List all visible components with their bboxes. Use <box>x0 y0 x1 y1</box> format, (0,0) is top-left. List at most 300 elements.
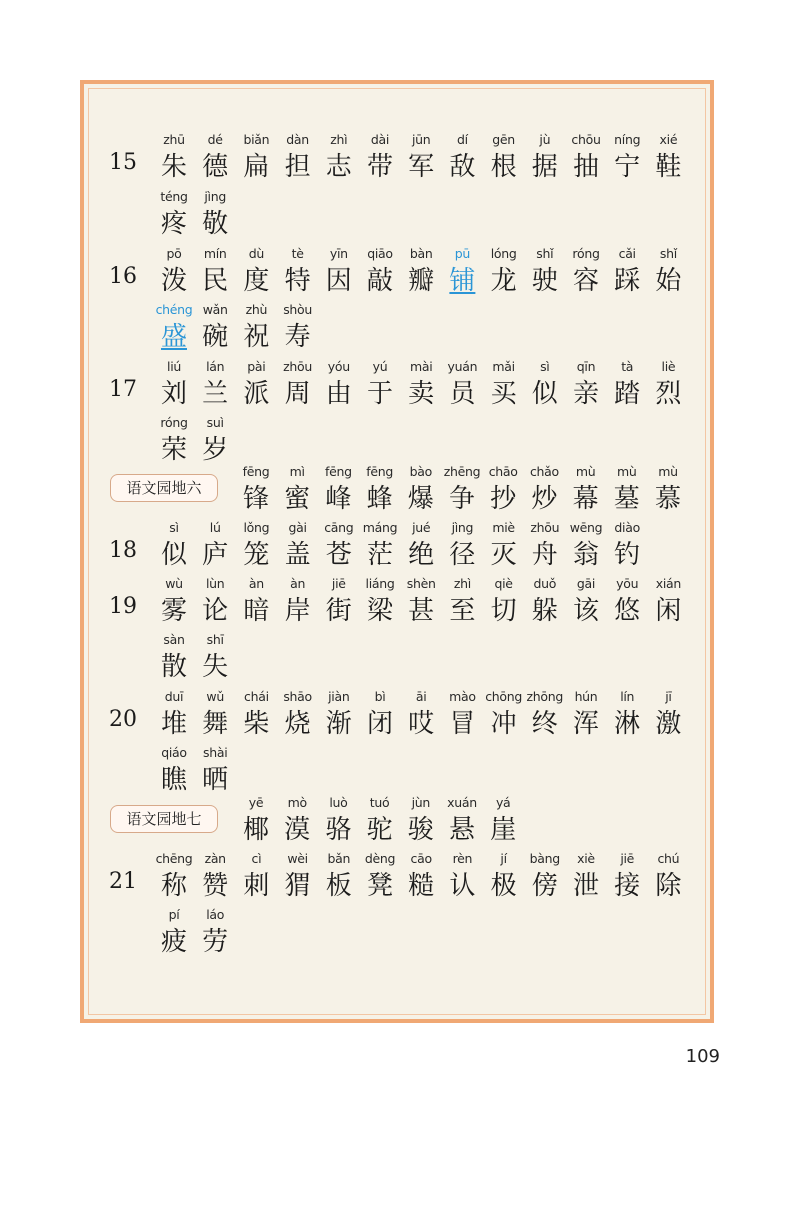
pinyin: chōu <box>571 132 601 147</box>
character-cell <box>525 849 565 905</box>
character-cell <box>318 793 358 849</box>
character-cell <box>442 357 482 413</box>
hanzi: 踏 <box>614 379 641 409</box>
character-cell <box>525 357 565 413</box>
hanzi: 崖 <box>490 815 517 845</box>
pinyin: liè <box>661 359 676 374</box>
character-cell <box>319 357 359 413</box>
character-cell <box>278 300 318 356</box>
pinyin: zhēng <box>443 464 481 479</box>
hanzi: 灭 <box>490 540 517 570</box>
pinyin: wǔ <box>206 689 224 704</box>
pinyin: mù <box>575 464 596 479</box>
character-cell <box>648 687 688 743</box>
hanzi: 至 <box>449 596 476 626</box>
hanzi: 冒 <box>449 709 476 739</box>
hanzi: 刘 <box>160 379 187 409</box>
character-cell <box>236 687 276 743</box>
character-cell <box>401 574 441 630</box>
hanzi: 敬 <box>202 209 229 239</box>
hanzi: 舞 <box>202 709 229 739</box>
hanzi: 瓣 <box>408 266 435 296</box>
character-cell <box>566 687 606 743</box>
character-cell <box>195 630 235 686</box>
character-cell <box>154 357 194 413</box>
hanzi: 猬 <box>284 871 311 901</box>
hanzi: 派 <box>243 379 270 409</box>
hanzi: 骆 <box>325 815 352 845</box>
hanzi: 周 <box>284 379 311 409</box>
pinyin: xiè <box>577 851 595 866</box>
lesson-number: 16 <box>109 264 137 289</box>
pinyin: máng <box>362 520 398 535</box>
pinyin: shī <box>206 632 224 647</box>
pinyin: duī <box>164 689 184 704</box>
pinyin: qiāo <box>367 246 393 261</box>
hanzi: 该 <box>572 596 599 626</box>
character-cell <box>525 244 565 300</box>
pinyin: rèn <box>452 851 473 866</box>
vocab-line <box>0 462 793 518</box>
pinyin: sì <box>169 520 179 535</box>
hanzi: 极 <box>490 871 517 901</box>
hanzi: 暗 <box>243 596 270 626</box>
hanzi: 甚 <box>408 596 435 626</box>
pinyin: bǎn <box>327 851 351 866</box>
pinyin: jù <box>539 132 551 147</box>
hanzi: 慕 <box>654 484 681 514</box>
pinyin: mò <box>287 795 307 810</box>
hanzi: 员 <box>449 379 476 409</box>
character-cell <box>401 462 441 518</box>
pinyin: biǎn <box>243 132 270 147</box>
hanzi: 苍 <box>325 540 352 570</box>
vocab-line <box>0 413 793 469</box>
character-cell <box>236 462 276 518</box>
pinyin: lán <box>206 359 225 374</box>
pinyin: zhōu <box>283 359 313 374</box>
character-cell <box>195 905 235 961</box>
character-cell <box>401 687 441 743</box>
character-cell <box>195 518 235 574</box>
pinyin: shǐ <box>659 246 677 261</box>
character-cell <box>319 687 359 743</box>
lesson-number: 19 <box>109 594 137 619</box>
hanzi: 锋 <box>242 484 269 514</box>
hanzi: 雾 <box>160 596 187 626</box>
pinyin: cāo <box>410 851 432 866</box>
character-cell <box>648 574 688 630</box>
vocab-line <box>0 244 793 300</box>
pinyin: wèi <box>287 851 308 866</box>
hanzi: 闲 <box>655 596 682 626</box>
character-cell <box>607 849 647 905</box>
hanzi: 买 <box>490 379 517 409</box>
character-cell <box>401 518 441 574</box>
vocab-line <box>0 518 793 574</box>
pinyin: bào <box>409 464 432 479</box>
pinyin: jùn <box>411 795 430 810</box>
pinyin: pū <box>454 246 471 261</box>
pinyin: mǎi <box>492 359 515 374</box>
pinyin: luò <box>329 795 348 810</box>
pinyin: wù <box>165 576 183 591</box>
pinyin: hún <box>574 689 598 704</box>
character-cell <box>607 462 647 518</box>
pinyin: lú <box>209 520 221 535</box>
character-cell <box>484 244 524 300</box>
character-cell <box>442 849 482 905</box>
hanzi: 傍 <box>531 871 558 901</box>
character-cell <box>195 413 235 469</box>
character-cell <box>607 518 647 574</box>
character-cell <box>318 462 358 518</box>
character-cell <box>566 849 606 905</box>
character-cell <box>195 300 235 356</box>
pinyin: yú <box>372 359 388 374</box>
pinyin: shài <box>203 745 228 760</box>
pinyin: cì <box>251 851 262 866</box>
hanzi: 炒 <box>531 484 558 514</box>
hanzi: 争 <box>448 484 475 514</box>
hanzi: 亲 <box>572 379 599 409</box>
pinyin: suì <box>206 415 224 430</box>
character-cell <box>607 130 647 186</box>
hanzi: 舟 <box>531 540 558 570</box>
pinyin: láo <box>206 907 225 922</box>
hanzi: 泄 <box>572 871 599 901</box>
pinyin: dù <box>248 246 265 261</box>
pinyin: jiàn <box>328 689 350 704</box>
hanzi: 径 <box>449 540 476 570</box>
hanzi: 冲 <box>490 709 517 739</box>
hanzi: 梁 <box>366 596 393 626</box>
pinyin: chēng <box>155 851 193 866</box>
hanzi: 抽 <box>572 152 599 182</box>
character-cell <box>525 574 565 630</box>
hanzi: 悬 <box>448 815 475 845</box>
character-cell <box>484 357 524 413</box>
character-cell <box>648 244 688 300</box>
character-cell <box>236 300 276 356</box>
character-cell <box>566 244 606 300</box>
lesson-number: 17 <box>109 377 137 402</box>
character-cell <box>195 130 235 186</box>
character-cell <box>195 187 235 243</box>
hanzi: 切 <box>490 596 517 626</box>
hanzi: 称 <box>160 871 187 901</box>
hanzi: 鞋 <box>655 152 682 182</box>
hanzi: 志 <box>325 152 352 182</box>
hanzi: 蜂 <box>366 484 393 514</box>
character-cell <box>154 574 194 630</box>
hanzi: 寿 <box>284 322 311 352</box>
pinyin: yóu <box>327 359 350 374</box>
character-cell <box>442 574 482 630</box>
character-cell <box>442 687 482 743</box>
pinyin: àn <box>248 576 264 591</box>
pinyin: yuán <box>447 359 478 374</box>
character-cell <box>236 849 276 905</box>
character-cell <box>154 849 194 905</box>
pinyin: zhōu <box>530 520 560 535</box>
character-cell <box>319 130 359 186</box>
pinyin: dé <box>207 132 223 147</box>
hanzi: 带 <box>366 152 393 182</box>
pinyin: tè <box>291 246 304 261</box>
pinyin: yīn <box>329 246 348 261</box>
pinyin: bàng <box>529 851 560 866</box>
hanzi: 德 <box>202 152 229 182</box>
hanzi: 椰 <box>242 815 269 845</box>
hanzi: 翁 <box>572 540 599 570</box>
pinyin: yē <box>248 795 264 810</box>
hanzi: 盛 <box>160 322 187 352</box>
pinyin: gài <box>288 520 307 535</box>
hanzi: 驶 <box>531 266 558 296</box>
character-cell <box>278 130 318 186</box>
hanzi: 始 <box>655 266 682 296</box>
pinyin: qīn <box>576 359 596 374</box>
hanzi: 漠 <box>284 815 311 845</box>
hanzi: 泼 <box>160 266 187 296</box>
pinyin: zàn <box>204 851 226 866</box>
pinyin: bàn <box>409 246 433 261</box>
hanzi: 卖 <box>408 379 435 409</box>
character-cell <box>607 244 647 300</box>
hanzi: 笼 <box>243 540 270 570</box>
character-cell <box>483 793 523 849</box>
pinyin: mù <box>617 464 637 479</box>
hanzi: 根 <box>490 152 517 182</box>
character-cell <box>154 743 194 799</box>
pinyin: jī <box>665 689 672 704</box>
character-cell <box>566 518 606 574</box>
hanzi: 晒 <box>202 765 229 795</box>
pinyin: gēn <box>492 132 515 147</box>
character-cell <box>483 462 523 518</box>
hanzi: 接 <box>614 871 641 901</box>
pinyin: cāng <box>324 520 354 535</box>
pinyin: bì <box>374 689 386 704</box>
pinyin: xuán <box>447 795 477 810</box>
pinyin: pí <box>168 907 180 922</box>
character-cell <box>236 518 276 574</box>
character-cell <box>566 357 606 413</box>
character-cell <box>566 130 606 186</box>
character-cell <box>524 462 564 518</box>
pinyin: duǒ <box>533 576 557 591</box>
pinyin: àn <box>290 576 306 591</box>
character-cell <box>319 849 359 905</box>
character-cell <box>236 357 276 413</box>
vocab-line <box>0 300 793 356</box>
pinyin: sì <box>540 359 550 374</box>
pinyin: téng <box>160 189 188 204</box>
pinyin: fēng <box>366 464 393 479</box>
character-cell <box>484 518 524 574</box>
hanzi: 峰 <box>325 484 352 514</box>
lesson-number: 21 <box>109 869 137 894</box>
lesson-number: 20 <box>109 707 137 732</box>
pinyin: cǎi <box>618 246 636 261</box>
pinyin: liú <box>167 359 181 374</box>
pinyin: dèng <box>364 851 396 866</box>
pinyin: jūn <box>411 132 431 147</box>
pinyin: pài <box>247 359 266 374</box>
pinyin: mì <box>289 464 305 479</box>
pinyin: xié <box>659 132 678 147</box>
hanzi: 悠 <box>614 596 641 626</box>
hanzi: 龙 <box>490 266 517 296</box>
pinyin: jué <box>412 520 431 535</box>
pinyin: chǎo <box>529 464 559 479</box>
character-cell <box>607 574 647 630</box>
character-cell <box>195 743 235 799</box>
character-cell <box>278 687 318 743</box>
pinyin: wēng <box>569 520 603 535</box>
pinyin: chāo <box>488 464 518 479</box>
character-cell <box>319 244 359 300</box>
hanzi: 躲 <box>531 596 558 626</box>
pinyin: jiē <box>331 576 346 591</box>
hanzi: 抄 <box>490 484 517 514</box>
character-cell <box>525 518 565 574</box>
hanzi: 凳 <box>366 871 393 901</box>
character-cell <box>442 793 482 849</box>
pinyin: jìng <box>451 520 474 535</box>
character-cell <box>648 357 688 413</box>
hanzi: 赞 <box>202 871 229 901</box>
pinyin: tà <box>621 359 634 374</box>
character-cell <box>442 244 482 300</box>
hanzi: 激 <box>655 709 682 739</box>
pinyin: pō <box>166 246 182 261</box>
hanzi: 刺 <box>243 871 270 901</box>
character-cell <box>278 357 318 413</box>
hanzi: 疼 <box>160 209 187 239</box>
character-cell <box>195 357 235 413</box>
hanzi: 骏 <box>407 815 434 845</box>
hanzi: 渐 <box>325 709 352 739</box>
pinyin: diào <box>614 520 640 535</box>
character-cell <box>648 849 688 905</box>
character-cell <box>607 687 647 743</box>
hanzi: 岸 <box>284 596 311 626</box>
hanzi: 论 <box>202 596 229 626</box>
character-cell <box>484 574 524 630</box>
hanzi: 民 <box>202 266 229 296</box>
pinyin: zhōng <box>526 689 564 704</box>
hanzi: 军 <box>408 152 435 182</box>
hanzi: 浑 <box>572 709 599 739</box>
character-cell <box>566 574 606 630</box>
character-cell <box>278 849 318 905</box>
hanzi: 闭 <box>366 709 393 739</box>
pinyin: tuó <box>369 795 390 810</box>
pinyin: dàn <box>286 132 309 147</box>
hanzi: 绝 <box>408 540 435 570</box>
vocab-line <box>0 357 793 413</box>
vocab-line <box>0 187 793 243</box>
pinyin: jiē <box>620 851 635 866</box>
hanzi: 哎 <box>408 709 435 739</box>
character-cell <box>360 518 400 574</box>
hanzi: 据 <box>531 152 558 182</box>
hanzi: 荣 <box>160 435 187 465</box>
pinyin: shǐ <box>536 246 554 261</box>
page-number: 109 <box>685 1046 720 1067</box>
hanzi: 似 <box>531 379 558 409</box>
character-cell <box>442 130 482 186</box>
pinyin: chú <box>657 851 680 866</box>
hanzi: 敲 <box>366 266 393 296</box>
character-cell <box>236 130 276 186</box>
vocab-line <box>0 687 793 743</box>
garden-label: 语文园地六 <box>110 474 218 502</box>
pinyin: mài <box>409 359 433 374</box>
hanzi: 柴 <box>243 709 270 739</box>
pinyin: lùn <box>205 576 225 591</box>
hanzi: 板 <box>325 871 352 901</box>
pinyin: āi <box>415 689 427 704</box>
hanzi: 茫 <box>366 540 393 570</box>
character-cell <box>525 687 565 743</box>
pinyin: lǒng <box>243 520 270 535</box>
character-cell <box>360 244 400 300</box>
character-cell <box>154 518 194 574</box>
hanzi: 蜜 <box>284 484 311 514</box>
pinyin: gāi <box>576 576 596 591</box>
pinyin: zhì <box>330 132 348 147</box>
character-cell <box>154 300 194 356</box>
character-cell <box>236 793 276 849</box>
pinyin: lóng <box>490 246 517 261</box>
pinyin: liáng <box>365 576 395 591</box>
character-cell <box>484 849 524 905</box>
hanzi: 似 <box>160 540 187 570</box>
hanzi: 认 <box>449 871 476 901</box>
hanzi: 朱 <box>160 152 187 182</box>
character-cell <box>442 462 482 518</box>
pinyin: róng <box>160 415 188 430</box>
hanzi: 堆 <box>160 709 187 739</box>
pinyin: xián <box>655 576 682 591</box>
character-cell <box>360 793 400 849</box>
character-cell <box>566 462 606 518</box>
hanzi: 瞧 <box>160 765 187 795</box>
hanzi: 钓 <box>614 540 641 570</box>
hanzi: 担 <box>284 152 311 182</box>
character-cell <box>236 244 276 300</box>
hanzi: 爆 <box>407 484 434 514</box>
hanzi: 劳 <box>202 927 229 957</box>
pinyin: shāo <box>283 689 312 704</box>
character-cell <box>319 518 359 574</box>
character-cell <box>401 793 441 849</box>
pinyin: róng <box>572 246 600 261</box>
hanzi: 庐 <box>202 540 229 570</box>
character-cell <box>360 357 400 413</box>
character-cell <box>277 462 317 518</box>
pinyin: jí <box>500 851 507 866</box>
hanzi: 失 <box>202 652 229 682</box>
character-cell <box>154 244 194 300</box>
character-cell <box>648 130 688 186</box>
hanzi: 幕 <box>572 484 599 514</box>
character-cell <box>360 130 400 186</box>
pinyin: zhù <box>245 302 268 317</box>
